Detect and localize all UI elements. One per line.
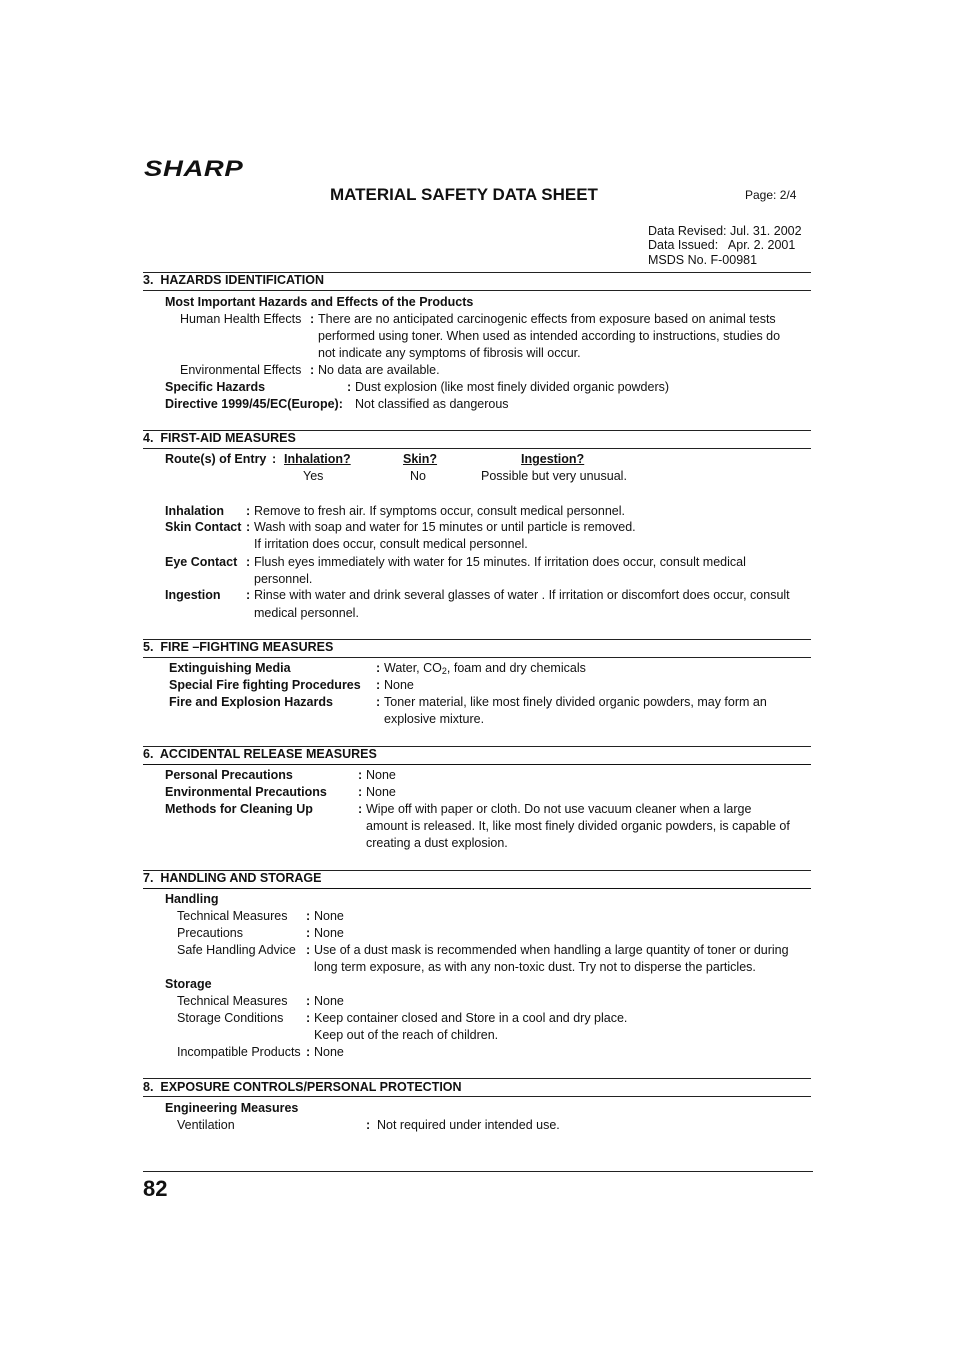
page-indicator: Page: 2/4 <box>745 188 797 202</box>
s4-inhalation-label: Inhalation <box>165 504 225 518</box>
s4-eye-line2: personnel. <box>254 572 313 586</box>
s6-methods-line2: amount is released. It, like most finely divided organic powders, is capable of <box>366 819 790 833</box>
colon: : <box>246 555 251 569</box>
s3-directive-value: Not classified as dangerous <box>355 397 509 411</box>
s7-conditions-line1: Keep container closed and Store in a cool and dry place. <box>314 1011 628 1025</box>
section-7-title: 7. HANDLING AND STORAGE <box>143 871 322 885</box>
s5-fire-label: Fire and Explosion Hazards <box>169 695 333 709</box>
s6-personal-label: Personal Precautions <box>165 768 293 782</box>
s4-skin-label: Skin Contact <box>165 520 242 534</box>
s6-environmental-value: None <box>366 785 396 799</box>
s4-inhalation-value: Yes <box>303 469 324 483</box>
s4-ingestion-value: Possible but very unusual. <box>481 469 627 483</box>
colon: : <box>306 943 311 957</box>
s4-skin-value: No <box>410 469 426 483</box>
section-4-title: 4. FIRST-AID MEASURES <box>143 431 296 445</box>
section-6-title: 6. ACCIDENTAL RELEASE MEASURES <box>143 747 377 761</box>
s3-hhe-line2: performed using toner. When used as intended according to instructions, studies do <box>318 329 781 343</box>
section-8-title: 8. EXPOSURE CONTROLS/PERSONAL PROTECTION <box>143 1080 462 1094</box>
s7-precautions-value: None <box>314 926 344 940</box>
s7-storage-tech-value: None <box>314 994 344 1008</box>
s5-ext-part-a: Water, CO <box>384 661 442 675</box>
s4-route-label: Route(s) of Entry <box>165 452 267 466</box>
s7-storage-tech-label: Technical Measures <box>177 994 288 1008</box>
colon: : <box>310 363 315 377</box>
s4-ingestion-label: Ingestion <box>165 588 221 602</box>
colon: : <box>376 661 381 675</box>
colon: : <box>306 1045 311 1059</box>
colon: : <box>306 1011 311 1025</box>
s7-safe-line1: Use of a dust mask is recommended when handling a large quantity of toner or during <box>314 943 789 957</box>
s7-incompatible-label: Incompatible Products <box>177 1045 301 1059</box>
s8-ventilation-value: Not required under intended use. <box>377 1118 560 1132</box>
colon: : <box>358 768 363 782</box>
date-revised: Data Revised: Jul. 31. 2002 <box>648 224 802 238</box>
s5-ext-part-b: , foam and dry chemicals <box>446 661 586 675</box>
divider <box>143 448 811 449</box>
s7-tech-label: Technical Measures <box>177 909 288 923</box>
s7-storage-heading: Storage <box>165 977 212 991</box>
s3-env-value: No data are available. <box>318 363 440 377</box>
s7-handling-heading: Handling <box>165 892 219 906</box>
s5-title-part-a: 5. FIRE <box>143 640 193 654</box>
s7-safe-line2: long term exposure, as with any non-toxic dust. Try not to disperse the particles. <box>314 960 756 974</box>
s4-skin-header: Skin? <box>403 452 438 466</box>
s5-ext-subscript: 2 <box>441 666 447 676</box>
s3-env-label: Environmental Effects <box>180 363 302 377</box>
s4-eye-line1: Flush eyes immediately with water for 15 minutes. If irritation does occur, consult medical <box>254 555 746 569</box>
divider <box>143 888 811 889</box>
divider <box>143 764 811 765</box>
s5-special-value: None <box>384 678 414 692</box>
s5-extinguishing-value <box>384 661 586 676</box>
colon: : <box>246 504 251 518</box>
date-issued: Data Issued: Apr. 2. 2001 <box>648 238 796 252</box>
s4-inhalation-text: Remove to fresh air. If symptoms occur, consult medical personnel. <box>254 504 625 518</box>
s4-ingestion-header: Ingestion? <box>521 452 585 466</box>
section-3-title: 3. HAZARDS IDENTIFICATION <box>143 273 325 287</box>
s3-hhe-label: Human Health Effects <box>180 312 302 326</box>
s7-tech-value: None <box>314 909 344 923</box>
s7-precautions-label: Precautions <box>177 926 244 940</box>
colon: : <box>306 994 311 1008</box>
s6-personal-value: None <box>366 768 396 782</box>
s6-environmental-label: Environmental Precautions <box>165 785 327 799</box>
section-5-title <box>143 640 333 654</box>
s4-skin-line1: Wash with soap and water for 15 minutes or until particle is removed. <box>254 520 636 534</box>
s6-methods-label: Methods for Cleaning Up <box>165 802 313 816</box>
s6-methods-line3: creating a dust explosion. <box>366 836 508 850</box>
s4-skin-line2: If irritation does occur, consult medical personnel. <box>254 537 528 551</box>
colon: : <box>358 802 363 816</box>
colon: : <box>376 678 381 692</box>
s5-title-part-b: –FIGHTING MEASURES <box>192 640 334 654</box>
msds-number: MSDS No. F-00981 <box>648 253 758 267</box>
s4-inhalation-header: Inhalation? <box>284 452 351 466</box>
colon: : <box>306 926 311 940</box>
s3-subheading: Most Important Hazards and Effects of the Products <box>165 295 474 309</box>
s3-specific-value: Dust explosion (like most finely divided organic powders) <box>355 380 670 394</box>
s7-incompatible-value: None <box>314 1045 344 1059</box>
sharp-logo: SHARP <box>144 156 244 181</box>
s4-ingestion-line1: Rinse with water and drink several glasses of water . If irritation or discomfort does occur, consult <box>254 588 790 602</box>
s6-methods-line1: Wipe off with paper or cloth. Do not use vacuum cleaner when a large <box>366 802 752 816</box>
divider <box>143 1078 811 1079</box>
s7-conditions-line2: Keep out of the reach of children. <box>314 1028 499 1042</box>
s3-hhe-line3: not indicate any symptoms of fibrosis will occur. <box>318 346 581 360</box>
colon: : <box>366 1118 371 1132</box>
colon: : <box>246 520 251 534</box>
s3-hhe-line1: There are no anticipated carcinogenic effects from exposure based on animal tests <box>318 312 776 326</box>
s5-extinguishing-label: Extinguishing Media <box>169 661 291 675</box>
colon: : <box>376 695 381 709</box>
s5-fire-line1: Toner material, like most finely divided organic powders, may form an <box>384 695 767 709</box>
colon: : <box>347 380 352 394</box>
s5-special-label: Special Fire fighting Procedures <box>169 678 361 692</box>
s3-specific-label: Specific Hazards <box>165 380 266 394</box>
colon: : <box>310 312 315 326</box>
s7-conditions-label: Storage Conditions <box>177 1011 284 1025</box>
colon: : <box>358 785 363 799</box>
s5-fire-line2: explosive mixture. <box>384 712 485 726</box>
s4-eye-label: Eye Contact <box>165 555 238 569</box>
divider <box>143 1096 811 1097</box>
document-title: MATERIAL SAFETY DATA SHEET <box>330 185 598 204</box>
divider <box>143 657 811 658</box>
footer-divider <box>143 1171 813 1172</box>
colon: : <box>306 909 311 923</box>
colon: : <box>246 588 251 602</box>
s8-engineering-heading: Engineering Measures <box>165 1101 299 1115</box>
s4-ingestion-line2: medical personnel. <box>254 606 359 620</box>
s3-directive-label: Directive 1999/45/EC(Europe): <box>165 397 343 411</box>
s7-safe-label: Safe Handling Advice <box>177 943 296 957</box>
page-number: 82 <box>143 1176 168 1201</box>
divider <box>143 290 811 291</box>
s8-ventilation-label: Ventilation <box>177 1118 235 1132</box>
colon: : <box>272 452 277 466</box>
